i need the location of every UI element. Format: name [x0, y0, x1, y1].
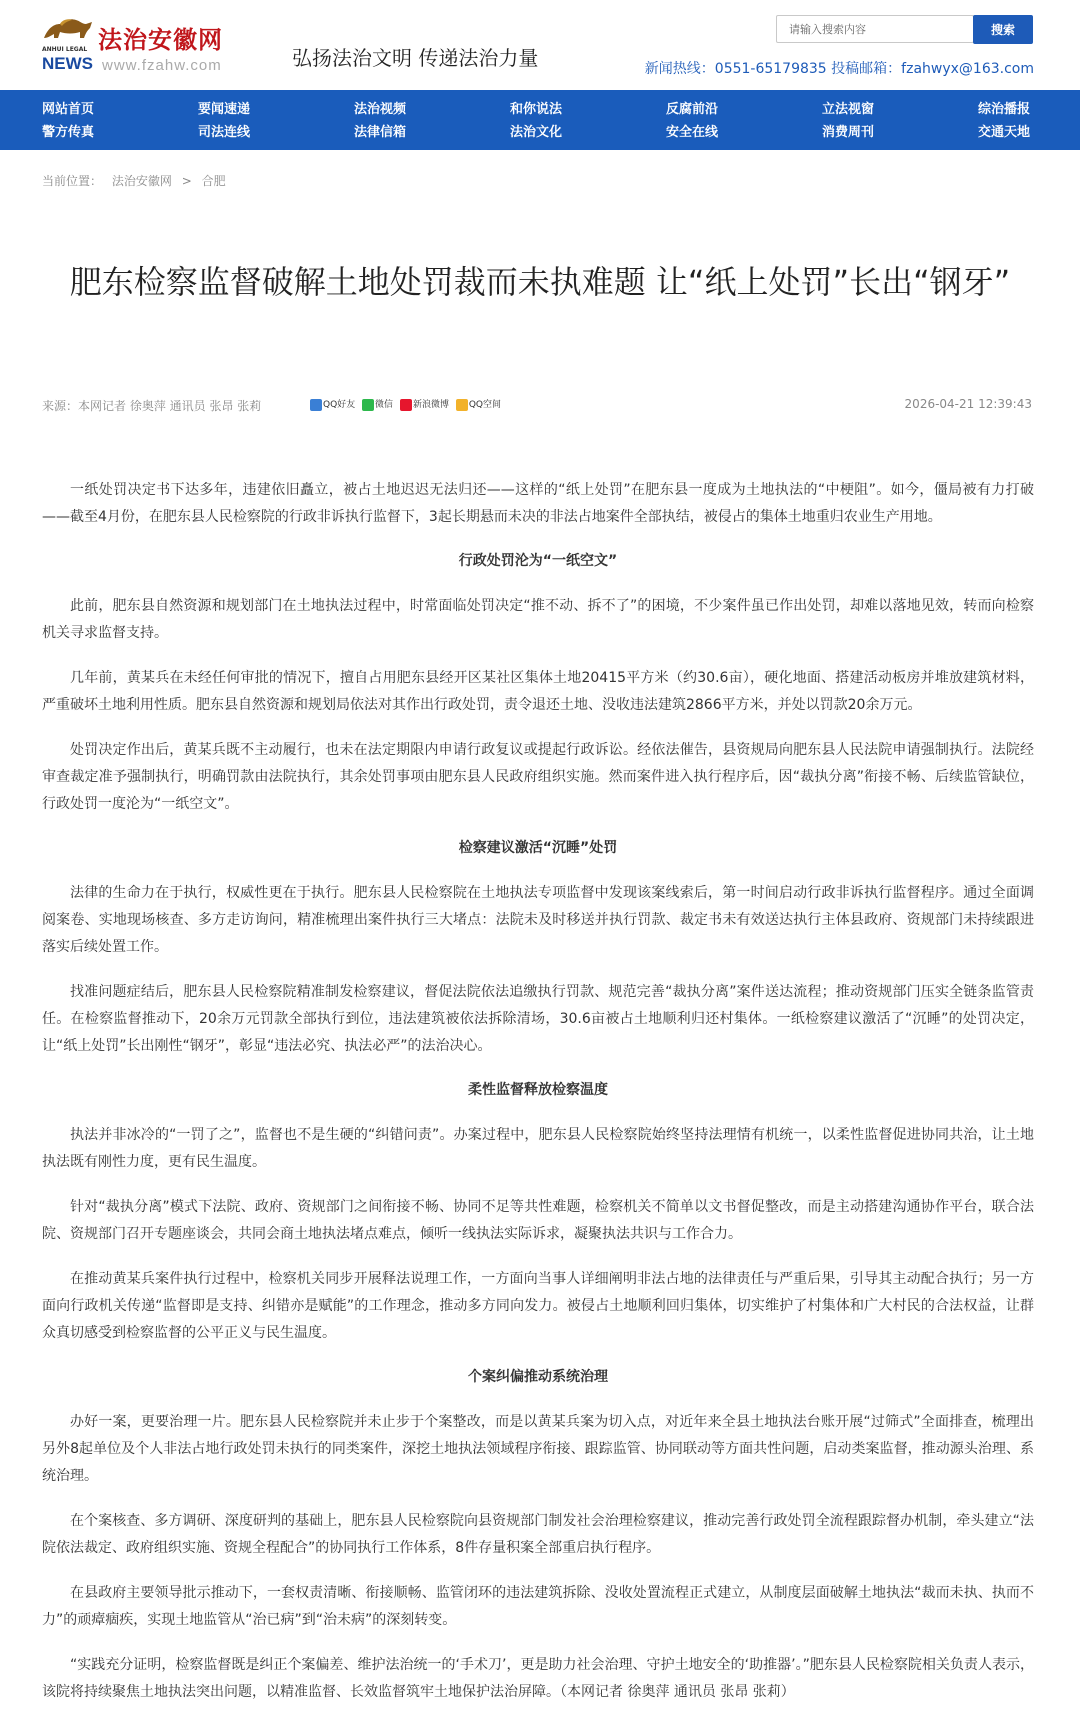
- breadcrumb-home-link[interactable]: 法治安徽网: [111, 174, 172, 188]
- nav-column: [354, 98, 434, 144]
- qzone-icon: [456, 399, 468, 411]
- share-label: 微信: [375, 400, 394, 410]
- share-label: QQ好友: [323, 400, 356, 410]
- article-paragraph: 几年前，黄某兵在未经任何审批的情况下，擅自占用肥东县经开区某社区集体土地20415平方米（约30.6亩），硬化地面、搭建活动板房并堆放建筑材料，严重破坏土地利用性质。肥东县自然资源和规划局依法对其作出行政处罚，责令退还土地、没收违法建筑2866平方米，并处以罚款20余万元。: [42, 670, 1034, 713]
- section-heading: 个案纠偏推动系统治理: [468, 1369, 608, 1385]
- site-name: 法治安徽网: [98, 25, 223, 54]
- logo-domain: www.fzahw.com: [102, 57, 222, 74]
- weibo-icon: [400, 399, 412, 411]
- breadcrumb-prefix: 当前位置：: [42, 174, 103, 188]
- hotline-info: 新闻热线：0551-65179835 投稿邮箱：fzahwyx@163.com: [644, 61, 1034, 77]
- nav-link[interactable]: 要闻速递: [198, 102, 251, 117]
- article-paragraph: 处罚决定作出后，黄某兵既不主动履行，也未在法定期限内申请行政复议或提起行政诉讼。经依法催告，县资规局向肥东县人民法院申请强制执行。法院经审查裁定准予强制执行，明确罚款由法院执行，其余处罚事项由肥东县人民政府组织实施。然而案件进入执行程序后，因“裁执分离”衔接不畅、后续监管缺位，行政处罚一度沦为“一纸空文”。: [42, 742, 1034, 812]
- article-paragraph: “实践充分证明，检察监督既是纠正个案偏差、维护法治统一的‘手术刀’，更是助力社会治理、守护土地安全的‘助推器’。”肥东县人民检察院相关负责人表示，该院将持续聚焦土地执法突出问题，以精准监督、长效监督筑牢土地保护法治屏障。（本网记者 徐奥萍 通讯员 张昂 张莉）: [42, 1657, 1034, 1700]
- main-nav: [0, 90, 1080, 150]
- nav-column: [42, 98, 122, 144]
- share-label: 新浪微博: [412, 400, 449, 410]
- nav-column: [198, 98, 278, 144]
- nav-link[interactable]: 法律信箱: [354, 125, 407, 140]
- nav-link[interactable]: 消费周刊: [822, 125, 875, 140]
- article-paragraph: 一纸处罚决定书下达多年，违建依旧矗立，被占土地迟迟无法归还——这样的“纸上处罚”在肥东县一度成为土地执法的“中梗阻”。如今，僵局被有力打破——截至4月份，在肥东县人民检察院的行政非诉执行监督下，3起长期悬而未决的非法占地案件全部执结，被侵占的集体土地重归农业生产用地。: [42, 482, 1034, 525]
- nav-link[interactable]: 警方传真: [42, 125, 95, 140]
- article-paragraph: 找准问题症结后，肥东县人民检察院精准制发检察建议，督促法院依法追缴执行罚款、规范完善“裁执分离”案件送达流程；推动资规部门压实全链条监管责任。在检察监督推动下，20余万元罚款全部执行到位，违法建筑被依法拆除清场，30.6亩被占土地顺利归还村集体。一纸检察建议激活了“沉睡”的处罚决定，让“纸上处罚”长出刚性“钢牙”，彰显“违法必究、执法必严”的法治决心。: [42, 984, 1034, 1054]
- logo-legal-text: ANHUI LEGAL: [42, 46, 88, 53]
- share-qzone[interactable]: [456, 397, 501, 411]
- section-heading: 柔性监督释放检察温度: [468, 1082, 608, 1098]
- nav-link[interactable]: 司法连线: [198, 125, 251, 140]
- wechat-icon: [362, 399, 374, 411]
- nav-link[interactable]: 反腐前沿: [666, 102, 719, 117]
- logo-news-text: NEWS: [42, 54, 93, 73]
- search-input[interactable]: [776, 15, 974, 43]
- article-paragraph: 在县政府主要领导批示推动下，一套权责清晰、衔接顺畅、监管闭环的违法建筑拆除、没收处置流程正式建立，从制度层面破解土地执法“裁而未执、执而不力”的顽瘴痼疾，实现土地监管从“治已病”到“治未病”的深刻转变。: [42, 1585, 1034, 1628]
- article-paragraph: 办好一案，更要治理一片。肥东县人民检察院并未止步于个案整改，而是以黄某兵案为切入点，对近年来全县土地执法台账开展“过筛式”全面排查，梳理出另外8起单位及个人非法占地行政处罚未执行的同类案件，深挖土地执法领域程序衔接、跟踪监管、协同联动等方面共性问题，启动类案监督，推动源头治理、系统治理。: [42, 1414, 1034, 1484]
- article-meta: [42, 397, 1032, 417]
- qq-icon: [310, 399, 322, 411]
- nav-link[interactable]: 安全在线: [666, 125, 719, 140]
- share-bar: [310, 397, 505, 411]
- nav-column: [822, 98, 902, 144]
- article-body: [42, 477, 1034, 1724]
- breadcrumb: [42, 172, 232, 189]
- nav-link[interactable]: 法治视频: [354, 102, 407, 117]
- site-slogan: 弘扬法治文明 传递法治力量: [292, 46, 539, 70]
- nav-link[interactable]: 立法视窗: [822, 102, 875, 117]
- site-logo[interactable]: [40, 14, 240, 74]
- article-paragraph: 法律的生命力在于执行，权威性更在于执行。肥东县人民检察院在土地执法专项监督中发现该案线索后，第一时间启动行政非诉执行监督程序。通过全面调阅案卷、实地现场核查、多方走访询问，精准梳理出案件执行三大堵点：法院未及时移送并执行罚款、裁定书未有效送达执行主体县政府、资规部门未持续跟进落实后续处置工作。: [42, 885, 1034, 955]
- share-label: QQ空间: [468, 400, 501, 410]
- article-paragraph: 此前，肥东县自然资源和规划部门在土地执法过程中，时常面临处罚决定“推不动、拆不了”的困境，不少案件虽已作出处罚，却难以落地见效，转而向检察机关寻求监督支持。: [42, 598, 1034, 641]
- article-paragraph: 在个案核查、多方调研、深度研判的基础上，肥东县人民检察院向县资规部门制发社会治理检察建议，推动完善行政处罚全流程跟踪督办机制，牵头建立“法院依法裁定、政府组织实施、资规全程配合”的协同执行工作体系，8件存量积案全部重启执行程序。: [42, 1513, 1034, 1556]
- nav-link[interactable]: 和你说法: [510, 102, 563, 117]
- nav-link[interactable]: 网站首页: [42, 102, 95, 117]
- article-date: 2026-04-21 12:39:43: [904, 397, 1032, 411]
- nav-link[interactable]: 法治文化: [510, 125, 563, 140]
- article-paragraph: 在推动黄某兵案件执行过程中，检察机关同步开展释法说理工作，一方面向当事人详细阐明非法占地的法律责任与严重后果，引导其主动配合执行；另一方面向行政机关传递“监督即是支持、纠错亦是赋能”的工作理念，推动多方同向发力。被侵占土地顺利回归集体，切实维护了村集体和广大村民的合法权益，让群众真切感受到检察监督的公平正义与民生温度。: [42, 1271, 1034, 1341]
- section-heading: 检察建议激活“沉睡”处罚: [458, 840, 618, 856]
- nav-column: [666, 98, 746, 144]
- lion-logo-icon: [42, 16, 94, 42]
- section-heading: 行政处罚沦为“一纸空文”: [458, 553, 618, 569]
- article-source: 来源：本网记者 徐奥萍 通讯员 张昂 张莉: [42, 399, 262, 413]
- share-weibo[interactable]: [400, 397, 449, 411]
- article-paragraph: 针对“裁执分离”模式下法院、政府、资规部门之间衔接不畅、协同不足等共性难题，检察机关不简单以文书督促整改，而是主动搭建沟通协作平台，联合法院、资规部门召开专题座谈会，共同会商土地执法堵点难点，倾听一线执法实际诉求，凝聚执法共识与工作合力。: [42, 1199, 1034, 1242]
- breadcrumb-current-link[interactable]: 合肥: [201, 174, 226, 188]
- nav-link[interactable]: 综治播报: [978, 102, 1031, 117]
- search-button[interactable]: 搜索: [973, 15, 1033, 44]
- nav-column: [510, 98, 590, 144]
- article-title: 肥东检察监督破解土地处罚裁而未执难题 让“纸上处罚”长出“钢牙”: [69, 263, 1011, 301]
- breadcrumb-separator: >: [181, 174, 192, 188]
- nav-link[interactable]: 交通天地: [978, 125, 1031, 140]
- share-wechat[interactable]: [362, 397, 393, 411]
- share-qq-friend[interactable]: [310, 397, 355, 411]
- nav-column: [978, 98, 1058, 144]
- article-paragraph: 执法并非冰冷的“一罚了之”，监督也不是生硬的“纠错问责”。办案过程中，肥东县人民检察院始终坚持法理情有机统一，以柔性监督促进协同共治，让土地执法既有刚性力度，更有民生温度。: [42, 1127, 1034, 1170]
- site-header: [0, 0, 1080, 90]
